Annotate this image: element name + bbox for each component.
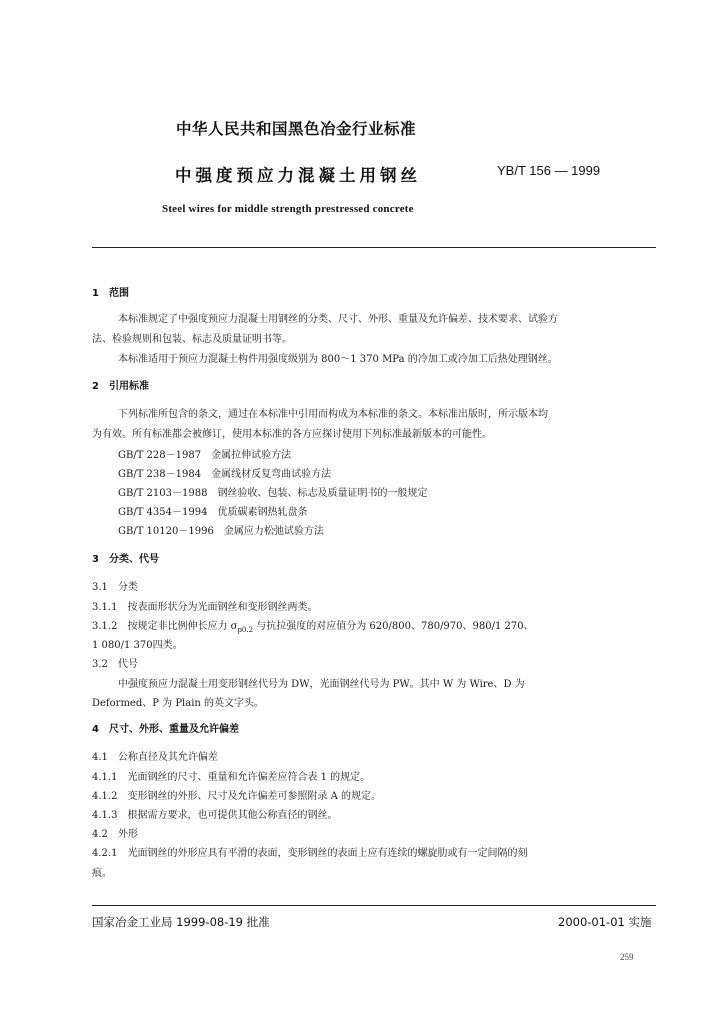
approval-statement: 国家冶金工业局 1999-08-19 批准 bbox=[92, 915, 270, 929]
section-1-para-line-3: 本标准适用于预应力混凝土构件用强度级别为 800～1 370 MPa 的冷加工或冷加工后热处理钢丝。 bbox=[118, 354, 558, 365]
section-2-para-line-2: 为有效。所有标准都会被修订，使用本标准的各方应探讨使用下列标准最新版本的可能性。 bbox=[92, 429, 492, 440]
header-divider bbox=[92, 247, 656, 248]
reference-item: GB/T 228－1987 金属拉伸试验方法 bbox=[118, 450, 292, 461]
clause-4-1: 4.1 公称直径及其允许偏差 bbox=[92, 752, 218, 763]
clause-4-1-2: 4.1.2 变形钢丝的外形、尺寸及允许偏差可参照附录 A 的规定。 bbox=[92, 791, 382, 802]
clause-3-2-para-line-1: 中强度预应力混凝土用变形钢丝代号为 DW，光面钢丝代号为 PW。其中 W 为 Wire、D 为 bbox=[118, 679, 525, 690]
section-1-para-line-2: 法、检验规则和包装、标志及质量证明书等。 bbox=[92, 334, 292, 345]
section-2-para-line-1: 下列标准所包含的条文，通过在本标准中引用而构成为本标准的条文。本标准出版时，所示版本均 bbox=[118, 409, 548, 420]
stress-subscript: p0.2 bbox=[237, 626, 254, 634]
standard-title-english: Steel wires for middle strength prestressed concrete bbox=[162, 203, 414, 215]
clause-3-2: 3.2 代号 bbox=[92, 659, 138, 670]
reference-item: GB/T 4354－1994 优质碳素钢热轧盘条 bbox=[118, 507, 308, 518]
reference-item: GB/T 10120－1996 金属应力松弛试验方法 bbox=[118, 526, 324, 537]
reference-item: GB/T 2103－1988 钢丝验收、包装、标志及质量证明书的一般规定 bbox=[118, 488, 428, 499]
clause-3-1-2-line-2: 1 080/1 370四类。 bbox=[92, 640, 183, 651]
footer-divider bbox=[92, 905, 656, 906]
industry-standard-heading: 中华人民共和国黑色冶金行业标准 bbox=[176, 120, 417, 138]
standard-title: 中强度预应力混凝土用钢丝 bbox=[175, 166, 421, 185]
section-2-heading: 2 引用标准 bbox=[92, 381, 149, 392]
clause-3-1: 3.1 分类 bbox=[92, 582, 138, 593]
section-1-heading: 1 范围 bbox=[92, 288, 129, 299]
standard-code: YB/T 156 — 1999 bbox=[497, 163, 601, 178]
page-number: 259 bbox=[620, 952, 634, 962]
clause-4-2: 4.2 外形 bbox=[92, 829, 138, 840]
clause-4-2-1-line-2: 痕。 bbox=[92, 868, 112, 879]
clause-3-1-2-suffix: 与抗拉强度的对应值分为 620/800、780/970、980/1 270、 bbox=[253, 621, 534, 632]
section-4-heading: 4 尺寸、外形、重量及允许偏差 bbox=[92, 724, 239, 735]
clause-3-1-2-prefix: 3.1.2 按规定非比例伸长应力 σ bbox=[92, 621, 238, 632]
section-1-para-line-1: 本标准规定了中强度预应力混凝土用钢丝的分类、尺寸、外形、重量及允许偏差、技术要求、试验方 bbox=[118, 314, 558, 325]
section-3-heading: 3 分类、代号 bbox=[92, 554, 159, 565]
clause-4-2-1-line-1: 4.2.1 光面钢丝的外形应具有平滑的表面，变形钢丝的表面上应有连续的螺旋肋或有一定间隔的刻 bbox=[92, 848, 528, 859]
clause-3-2-para-line-2: Deformed、P 为 Plain 的英文字头。 bbox=[92, 698, 265, 709]
reference-item: GB/T 238－1984 金属线材反复弯曲试验方法 bbox=[118, 469, 332, 480]
clause-4-1-1: 4.1.1 光面钢丝的尺寸、重量和允许偏差应符合表 1 的规定。 bbox=[92, 772, 371, 783]
effective-date: 2000-01-01 实施 bbox=[558, 915, 652, 929]
clause-4-1-3: 4.1.3 根据需方要求，也可提供其他公称直径的钢丝。 bbox=[92, 810, 338, 821]
clause-3-1-1: 3.1.1 按表面形状分为光面钢丝和变形钢丝两类。 bbox=[92, 602, 318, 613]
clause-3-1-2-line-1 bbox=[92, 617, 534, 634]
